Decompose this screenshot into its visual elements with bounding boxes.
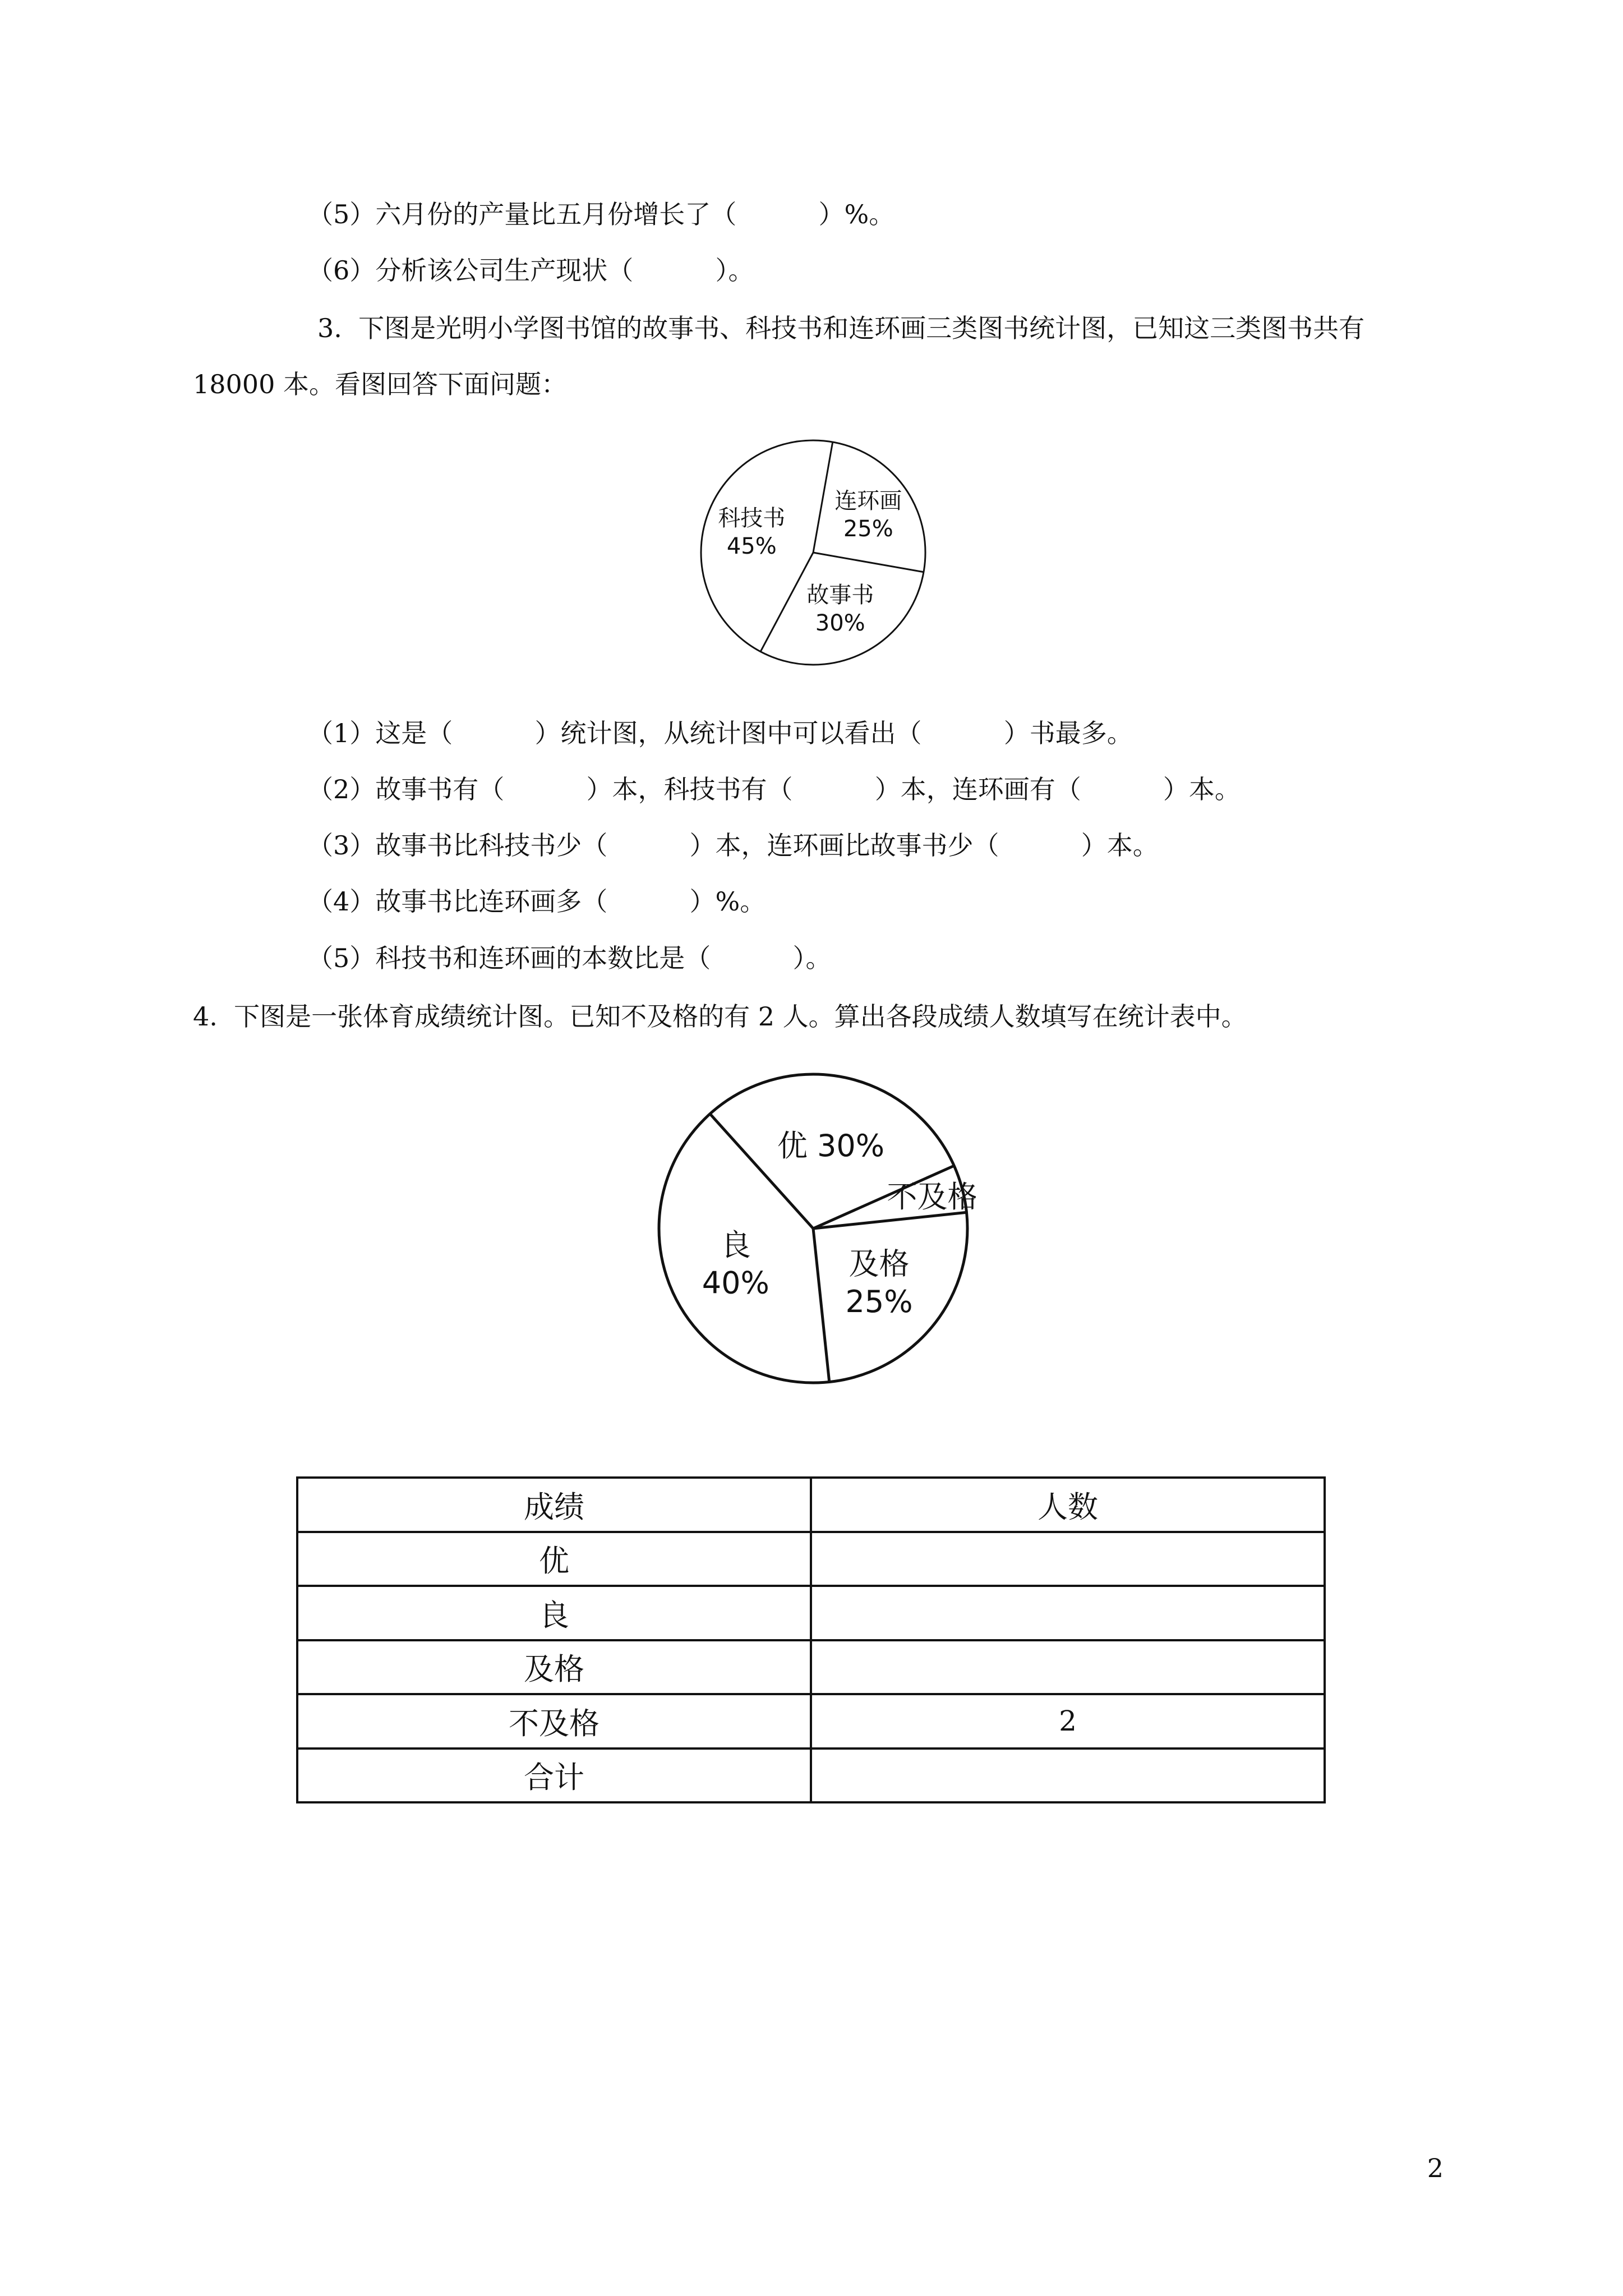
table-cell-grade: 及格: [297, 1640, 811, 1695]
pie-slice-label: 故事书: [806, 582, 874, 608]
question-3-1: （1）这是（ ）统计图，从统计图中可以看出（ ）书最多。: [307, 718, 1133, 748]
pie-slice-label: 科技书: [718, 505, 786, 532]
pie-slice-value: 45%: [726, 533, 777, 560]
pie-slice-label: 优 30%: [777, 1128, 885, 1163]
question-2-5: （5）六月份的产量比五月份增长了（ ）%。: [307, 199, 895, 229]
table-cell-count[interactable]: [811, 1586, 1325, 1640]
pie-slice-value: 25%: [843, 516, 893, 542]
question-3-2: （2）故事书有（ ）本，科技书有（ ）本，连环画有（ ）本。: [307, 774, 1241, 804]
question-3-3: （3）故事书比科技书少（ ）本，连环画比故事书少（ ）本。: [307, 830, 1159, 861]
table-row: [297, 1532, 1325, 1586]
question-4-intro: 4. 下图是一张体育成绩统计图。已知不及格的有 2 人。算出各段成绩人数填写在统计表中。: [193, 1001, 1247, 1032]
question-2-6: （6）分析该公司生产现状（ ）。: [307, 255, 754, 286]
pie-slice-value: 40%: [702, 1265, 769, 1301]
table-cell-count[interactable]: [811, 1749, 1325, 1803]
question-3-5: （5）科技书和连环画的本数比是（ ）。: [307, 943, 832, 973]
table-cell-grade: 优: [297, 1532, 811, 1586]
table-cell-grade: 合计: [297, 1749, 811, 1803]
pie-slice-value: 25%: [845, 1284, 913, 1320]
table-cell-grade: 不及格: [297, 1694, 811, 1749]
table-row: [297, 1586, 1325, 1640]
table-cell-count: 2: [811, 1694, 1325, 1749]
table-row: [297, 1640, 1325, 1695]
question-3-4: （4）故事书比连环画多（ ）%。: [307, 886, 766, 917]
pie-slice-label: 良: [720, 1227, 751, 1263]
question-3-intro-line2: 18000 本。看图回答下面问题：: [193, 369, 567, 399]
table-cell-count[interactable]: [811, 1640, 1325, 1695]
table-header-cell: 成绩: [297, 1478, 811, 1532]
pie-slice-label: 不及格: [887, 1179, 976, 1214]
question-3-intro-line1: 3. 下图是光明小学图书馆的故事书、科技书和连环画三类图书统计图，已知这三类图书共有: [317, 313, 1365, 343]
pie-slice-label: 连环画: [834, 488, 902, 514]
table-header-cell: 人数: [811, 1478, 1325, 1532]
table-row: [297, 1749, 1325, 1803]
table-header-row: [297, 1478, 1325, 1532]
table-cell-grade: 良: [297, 1586, 811, 1640]
page-number: 2: [1427, 2153, 1444, 2183]
table-row: [297, 1694, 1325, 1749]
pie-slice-value: 30%: [815, 610, 865, 636]
table-cell-count[interactable]: [811, 1532, 1325, 1586]
score-pie-chart: [651, 1066, 976, 1391]
book-pie-chart: [695, 435, 931, 670]
pie-slice-label: 及格: [849, 1246, 910, 1282]
score-table: [296, 1476, 1326, 1803]
